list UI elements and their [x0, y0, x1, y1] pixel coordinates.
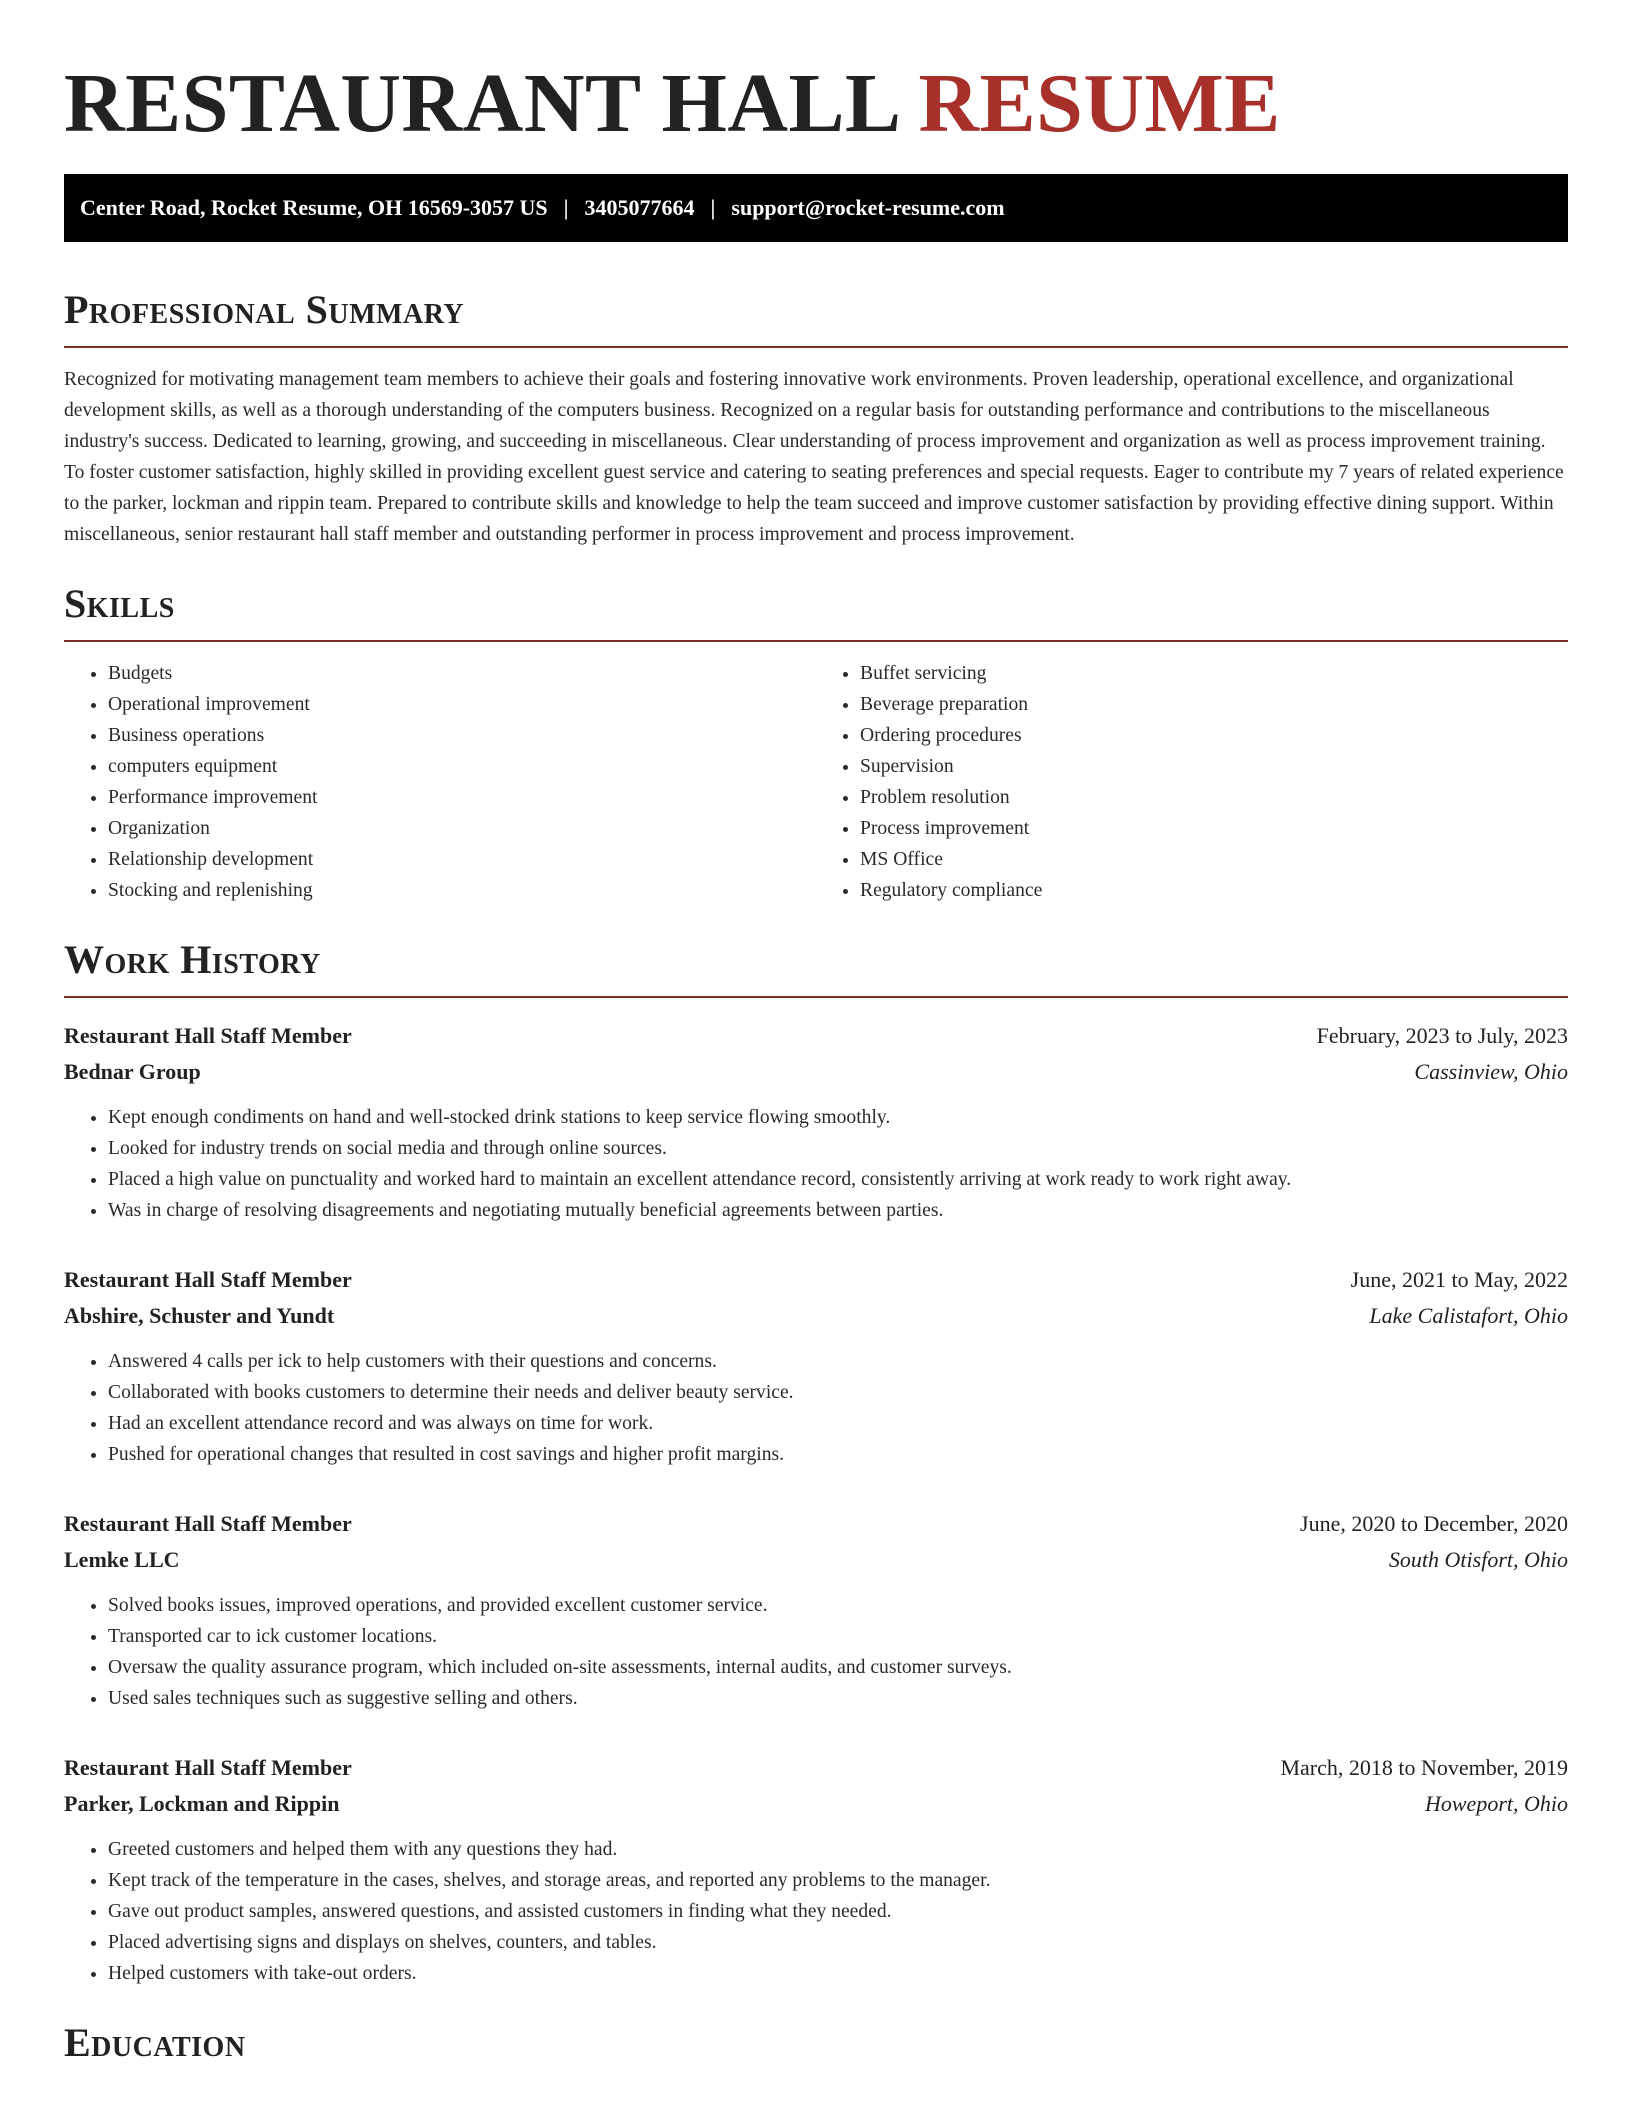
job-bullet: • Collaborated with books customers to determine their needs and deliver beauty service. — [108, 1377, 1568, 1408]
job-bullet: • Looked for industry trends on social media and through online sources. — [108, 1133, 1568, 1164]
job-title: Restaurant Hall Staff Member — [64, 1267, 352, 1292]
job-bullet: • Had an excellent attendance record and was always on time for work. — [108, 1408, 1568, 1439]
job-company-row — [64, 1786, 1568, 1822]
job-location: Howeport, Ohio — [1425, 1791, 1568, 1816]
job-header-row — [64, 1506, 1568, 1542]
job-company: Abshire, Schuster and Yundt — [64, 1303, 335, 1328]
job-title: Restaurant Hall Staff Member — [64, 1755, 352, 1780]
job-company-row — [64, 1054, 1568, 1090]
job-bullet: • Gave out product samples, answered questions, and assisted customers in finding what they needed. — [108, 1896, 1568, 1927]
skill-item: • Buffet servicing — [860, 658, 1568, 689]
skills-list-left — [64, 658, 816, 906]
job-bullet: • Solved books issues, improved operations, and provided excellent customer service. — [108, 1590, 1568, 1621]
skills-section — [64, 580, 1568, 906]
job-dates: February, 2023 to July, 2023 — [1316, 1023, 1568, 1048]
job-bullet: • Pushed for operational changes that resulted in cost savings and higher profit margins. — [108, 1439, 1568, 1470]
job-bullets — [64, 1834, 1568, 1989]
job-entry — [64, 1018, 1568, 1226]
job-company: Parker, Lockman and Rippin — [64, 1791, 340, 1816]
job-entry — [64, 1750, 1568, 1989]
skills-heading: Skills — [64, 581, 175, 626]
job-dates: March, 2018 to November, 2019 — [1280, 1755, 1568, 1780]
contact-email: support@rocket-resume.com — [731, 195, 1005, 220]
skill-item: • Business operations — [108, 720, 816, 751]
skill-item: • Relationship development — [108, 844, 816, 875]
skill-item: • Performance improvement — [108, 782, 816, 813]
job-bullet: • Answered 4 calls per ick to help customers with their questions and concerns. — [108, 1346, 1568, 1377]
contact-phone: 3405077664 — [584, 195, 695, 220]
education-heading: Education — [64, 2020, 246, 2065]
summary-text: Recognized for motivating management team members to achieve their goals and fostering innovative work environments. Proven leadership, operational excellence, and organizational development skills, as well as a thorough understanding of the computers business. Recognized on a regular basis for outstanding performance and contributions to the miscellaneous industry's success. Dedicated to learning, growing, and succeeding in miscellaneous. Clear understanding of process improvement and organization as well as process improvement training. To foster customer satisfaction, highly skilled in providing excellent guest service and catering to seating preferences and special requests. Eager to contribute my 7 years of related experience to the parker, lockman and rippin team. Prepared to contribute skills and knowledge to help the team succeed and improve customer satisfaction by providing effective dining support. Within miscellaneous, senior restaurant hall staff member and outstanding performer in process improvement and process improvement. — [64, 369, 1564, 545]
skill-item: • Supervision — [860, 751, 1568, 782]
title-resume-word: RESUME — [918, 57, 1281, 150]
contact-separator: | — [710, 195, 716, 220]
job-company: Lemke LLC — [64, 1547, 180, 1572]
job-bullet: • Kept enough condiments on hand and well-stocked drink stations to keep service flowing smoothly. — [108, 1102, 1568, 1133]
job-bullets — [64, 1590, 1568, 1714]
summary-section — [64, 286, 1568, 550]
job-bullet: • Greeted customers and helped them with any questions they had. — [108, 1834, 1568, 1865]
skill-item: • Ordering procedures — [860, 720, 1568, 751]
job-dates: June, 2020 to December, 2020 — [1300, 1511, 1568, 1536]
skill-item: • Regulatory compliance — [860, 875, 1568, 906]
contact-separator: | — [563, 195, 569, 220]
job-bullets — [64, 1102, 1568, 1226]
skill-item: • Process improvement — [860, 813, 1568, 844]
job-header-row — [64, 1262, 1568, 1298]
summary-heading: Professional Summary — [64, 287, 465, 332]
job-company: Bednar Group — [64, 1059, 201, 1084]
job-location: Lake Calistafort, Ohio — [1369, 1303, 1568, 1328]
job-bullet: • Kept track of the temperature in the cases, shelves, and storage areas, and reported any problems to the manager. — [108, 1865, 1568, 1896]
skills-list-right — [816, 658, 1568, 906]
job-entry — [64, 1506, 1568, 1714]
job-bullet: • Placed advertising signs and displays on shelves, counters, and tables. — [108, 1927, 1568, 1958]
job-company-row — [64, 1298, 1568, 1334]
skill-item: • computers equipment — [108, 751, 816, 782]
job-bullet: • Transported car to ick customer locations. — [108, 1621, 1568, 1652]
section-divider — [64, 346, 1568, 348]
job-bullet: • Oversaw the quality assurance program, which included on-site assessments, internal audits, and customer surveys. — [108, 1652, 1568, 1683]
contact-address: Center Road, Rocket Resume, OH 16569-3057 US — [80, 195, 548, 220]
job-bullet: • Helped customers with take-out orders. — [108, 1958, 1568, 1989]
skills-columns — [64, 658, 1568, 906]
contact-bar — [64, 174, 1568, 242]
job-location: Cassinview, Ohio — [1414, 1059, 1568, 1084]
skill-item: • Operational improvement — [108, 689, 816, 720]
job-dates: June, 2021 to May, 2022 — [1350, 1267, 1568, 1292]
resume-title — [64, 0, 1568, 150]
job-title: Restaurant Hall Staff Member — [64, 1023, 352, 1048]
job-company-row — [64, 1542, 1568, 1578]
job-bullet: • Was in charge of resolving disagreements and negotiating mutually beneficial agreements between parties. — [108, 1195, 1568, 1226]
skill-item: • Stocking and replenishing — [108, 875, 816, 906]
skill-item: • Problem resolution — [860, 782, 1568, 813]
skill-item: • Organization — [108, 813, 816, 844]
job-bullets — [64, 1346, 1568, 1470]
title-name: RESTAURANT HALL — [64, 57, 897, 150]
job-bullet: • Used sales techniques such as suggestive selling and others. — [108, 1683, 1568, 1714]
job-title: Restaurant Hall Staff Member — [64, 1511, 352, 1536]
work-history-section — [64, 936, 1568, 1989]
skill-item: • Beverage preparation — [860, 689, 1568, 720]
skill-item: • MS Office — [860, 844, 1568, 875]
work-history-heading: Work History — [64, 937, 321, 982]
skill-item: • Budgets — [108, 658, 816, 689]
education-section — [64, 2019, 1568, 2067]
section-divider — [64, 640, 1568, 642]
job-location: South Otisfort, Ohio — [1388, 1547, 1568, 1572]
job-entry — [64, 1262, 1568, 1470]
job-header-row — [64, 1750, 1568, 1786]
section-divider — [64, 996, 1568, 998]
job-header-row — [64, 1018, 1568, 1054]
job-bullet: • Placed a high value on punctuality and worked hard to maintain an excellent attendance record, consistently arriving at work ready to work right away. — [108, 1164, 1568, 1195]
